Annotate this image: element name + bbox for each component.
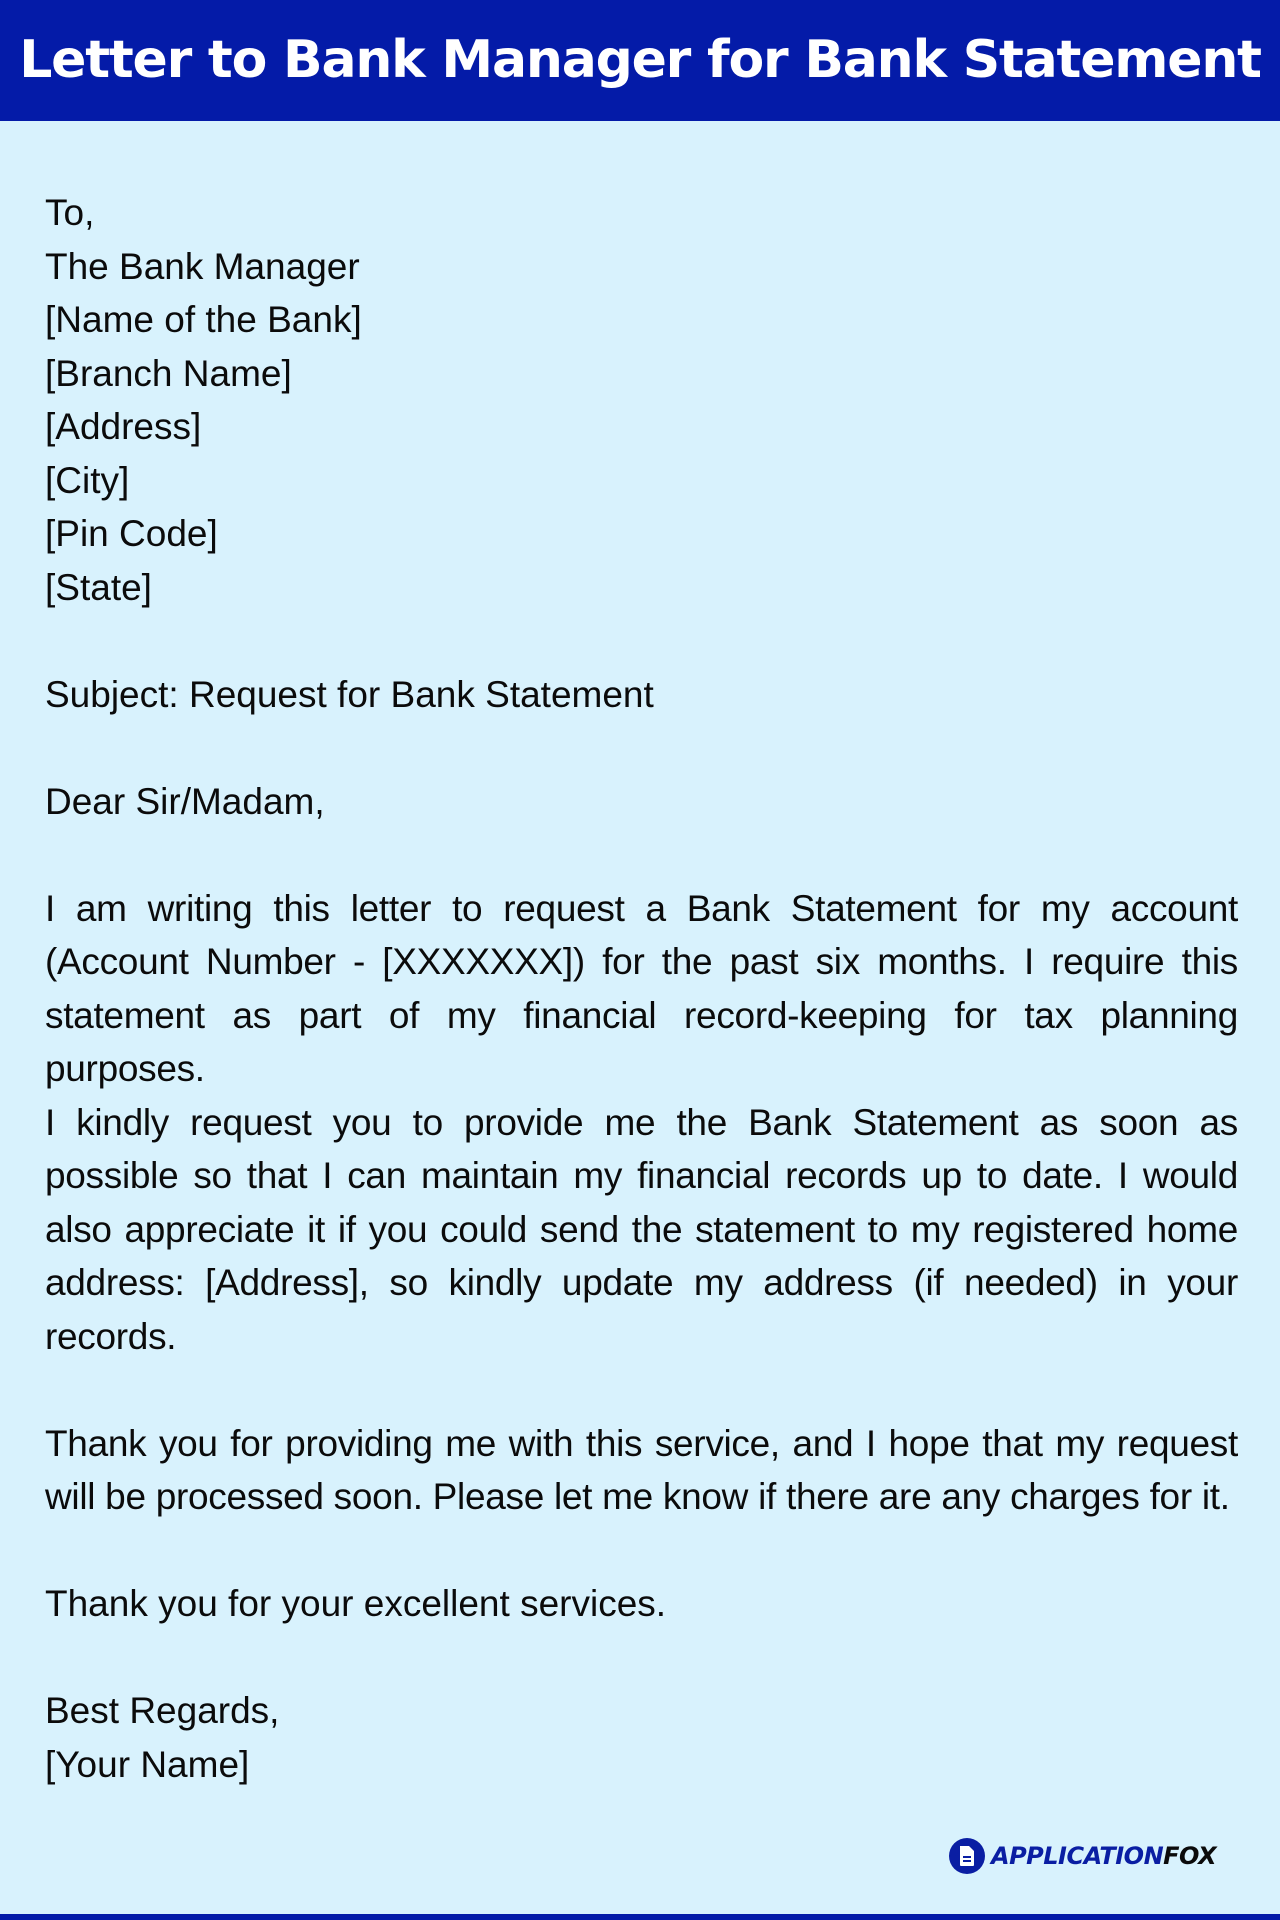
address-line: [State] [45,566,152,608]
address-line: [City] [45,459,130,501]
salutation: Dear Sir/Madam, [45,780,325,822]
page-title: Letter to Bank Manager for Bank Statement [19,29,1261,90]
body-paragraph: Thank you for your excellent services. [45,1583,667,1624]
spacer [45,1363,1238,1417]
spacer [45,614,1238,668]
letter-body [45,186,1238,1791]
closing: Best Regards, [45,1690,280,1731]
address-line: [Name of the Bank] [45,299,362,340]
address-line: [Pin Code] [45,513,218,554]
body-paragraph: I kindly request you to provide me the Bank Statement as soon as possible so that I can maintain my financial records up to date. I would also appreciate it if you could send the statement to my registered home address: [Address], so kindly update my address (if needed) in your records. [45,1101,1238,1357]
body-paragraph: I am writing this letter to request a Bank Statement for my account (Account Number - [XXXXXXX]) for the past six months. I require this statement as part of my financial record-keeping for tax planning purposes. [45,887,1238,1089]
brand-name-part2: FOX [1163,1842,1217,1870]
address-line: [Branch Name] [45,352,292,394]
document-icon [949,1838,985,1874]
spacer [45,721,1238,775]
address-line: [Address] [45,406,202,447]
title-banner [0,0,1280,121]
spacer [45,1524,1238,1578]
brand-name [991,1842,1216,1870]
spacer [45,828,1238,882]
address-line: The Bank Manager [45,245,360,287]
body-paragraph: Thank you for providing me with this service, and I hope that my request will be processed soon. Please let me know if there are any charges for it. [45,1422,1238,1517]
spacer [45,1631,1238,1685]
recipient-address-block [45,186,1238,614]
brand-logo [949,1838,1216,1874]
subject-line: Subject: Request for Bank Statement [45,673,654,715]
footer-bar [0,1914,1280,1920]
brand-name-part1: APPLICATION [991,1842,1164,1870]
address-line: To, [45,192,95,233]
signature: [Your Name] [45,1743,250,1785]
